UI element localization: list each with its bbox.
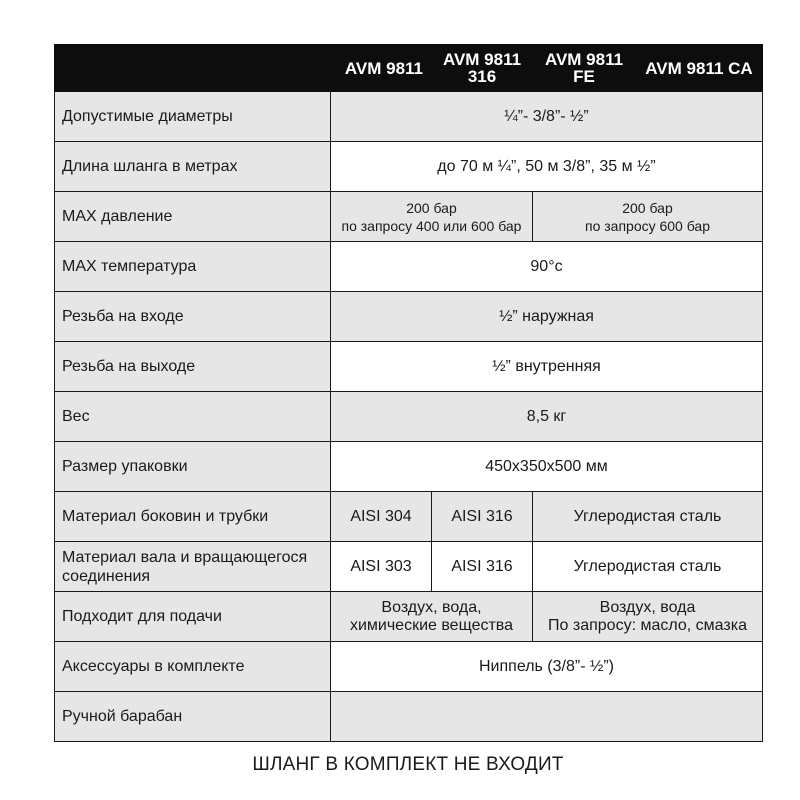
row-label: Ручной барабан — [55, 692, 331, 742]
row-value: ½” наружная — [331, 292, 763, 342]
model-name-line: AVM 9811 — [544, 50, 624, 69]
material-aisi-303: AISI 303 — [331, 542, 432, 592]
material-aisi-304: AISI 304 — [331, 492, 432, 542]
row-hose-length — [55, 142, 763, 192]
row-label: Длина шланга в метрах — [55, 142, 331, 192]
row-label: Аксессуары в комплекте — [55, 642, 331, 692]
row-thread-in — [55, 292, 763, 342]
row-max-pressure — [55, 192, 763, 242]
model-variant-line: 316 — [467, 67, 497, 86]
model-variant-line: FE — [573, 67, 595, 86]
header-row — [55, 45, 763, 92]
model-avm-9811: AVM 9811 — [331, 45, 432, 92]
material-aisi-316: AISI 316 — [432, 542, 533, 592]
row-value: до 70 м ¼”, 50 м 3/8”, 35 м ½” — [331, 142, 763, 192]
row-label: Материал вала и вращающегося соединения — [55, 542, 331, 592]
row-max-temp — [55, 242, 763, 292]
row-label: MAX температура — [55, 242, 331, 292]
row-value: ½” внутренняя — [331, 342, 763, 392]
model-name-line: AVM 9811 — [442, 50, 522, 69]
row-label: Резьба на выходе — [55, 342, 331, 392]
header-blank-cell — [55, 45, 331, 92]
row-label: Резьба на входе — [55, 292, 331, 342]
row-label: Размер упаковки — [55, 442, 331, 492]
media-steel: Воздух, вода, химические вещества — [331, 592, 533, 642]
row-value-empty — [331, 692, 763, 742]
row-weight — [55, 392, 763, 442]
row-value: 90°c — [331, 242, 763, 292]
row-material-shaft — [55, 542, 763, 592]
row-package — [55, 442, 763, 492]
row-manual-reel — [55, 692, 763, 742]
material-carbon-steel: Углеродистая сталь — [533, 542, 763, 592]
row-value: Ниппель (3/8”- ½”) — [331, 642, 763, 692]
model-avm-9811-316 — [432, 45, 533, 92]
row-thread-out — [55, 342, 763, 392]
material-aisi-316: AISI 316 — [432, 492, 533, 542]
row-label: Допустимые диаметры — [55, 92, 331, 142]
pressure-value-fe-ca: 200 бар по запросу 600 бар — [533, 192, 763, 242]
row-material-sides — [55, 492, 763, 542]
row-diameters — [55, 92, 763, 142]
material-carbon-steel: Углеродистая сталь — [533, 492, 763, 542]
row-label: Вес — [55, 392, 331, 442]
row-label: MAX давление — [55, 192, 331, 242]
row-label: Подходит для подачи — [55, 592, 331, 642]
media-fe-ca: Воздух, вода По запросу: масло, смазка — [533, 592, 763, 642]
row-label: Материал боковин и трубки — [55, 492, 331, 542]
model-avm-9811-fe — [533, 45, 636, 92]
row-value: 8,5 кг — [331, 392, 763, 442]
hose-not-included-note: ШЛАНГ В КОМПЛЕКТ НЕ ВХОДИТ — [252, 754, 564, 775]
row-suitable-for — [55, 592, 763, 642]
pressure-value-steel: 200 бар по запросу 400 или 600 бар — [331, 192, 533, 242]
row-value: ¼”- 3/8”- ½” — [331, 92, 763, 142]
model-avm-9811-ca: AVM 9811 CA — [636, 45, 763, 92]
row-value: 450x350x500 мм — [331, 442, 763, 492]
spec-table — [54, 44, 763, 742]
row-accessories — [55, 642, 763, 692]
